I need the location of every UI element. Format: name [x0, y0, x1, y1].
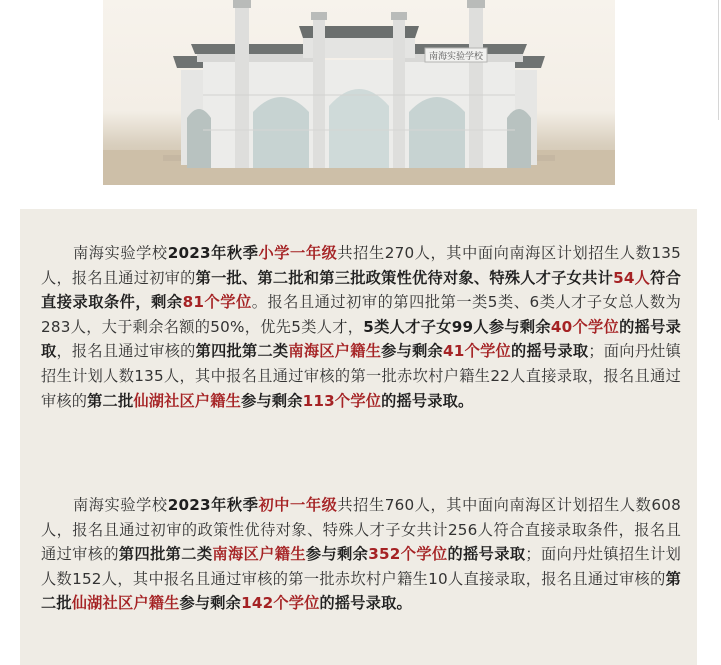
highlight-text: 小学一年级: [258, 244, 338, 262]
primary-school-paragraph: [41, 241, 681, 413]
gate-plaque-text: 南海实验学校: [428, 52, 484, 62]
body-text: ，报名且通过审核的: [56, 342, 196, 361]
highlight-text: 南海区户籍生: [212, 545, 306, 564]
highlight-text: 113个学位: [302, 391, 382, 410]
school-gate-photo: [103, 0, 615, 185]
highlight-text: 41个学位: [443, 342, 511, 361]
bold-text: 5类人才子女99人参与剩余: [363, 317, 551, 336]
bold-text: 第一批、第二批和第三批政策性优待对象、特殊人才子女共计: [195, 268, 614, 287]
bold-text: 参与剩余: [305, 545, 369, 564]
bold-text: 的摇号录取。: [381, 391, 474, 410]
highlight-text: 81个学位: [182, 293, 252, 312]
body-text: 南海实验学校: [73, 496, 168, 514]
bold-text: 2023年秋季: [167, 244, 259, 262]
page-edge-rule: [718, 0, 719, 120]
body-text: 共招生270人，其中面向南海区计划招生人数135人，报名且通过初审的: [41, 244, 682, 287]
highlight-text: 142个学位: [241, 594, 320, 613]
bold-text: 参与剩余: [241, 391, 303, 410]
bold-text: 符合直接录取条件，剩余: [41, 268, 681, 312]
school-gate-illustration: [103, 0, 615, 185]
bold-text: 参与剩余: [179, 594, 242, 613]
highlight-text: 仙湖社区户籍生: [71, 594, 180, 613]
highlight-text: 仙湖社区户籍生: [133, 391, 242, 410]
highlight-text: 352个学位: [368, 545, 448, 564]
bold-text: 第四批第二类: [195, 342, 289, 361]
bold-text: 的摇号录取。: [319, 594, 412, 613]
highlight-text: 南海区户籍生: [288, 342, 382, 361]
bold-text: 第二批: [41, 569, 681, 613]
highlight-text: 54人: [613, 268, 651, 287]
bold-text: 2023年秋季: [167, 496, 259, 514]
body-text: 共招生760人，其中面向南海区计划招生人数608人，报名且通过初审的政策性优待对象、特殊人才子女共计256人符合直接录取条件，报名且通过审核的: [41, 496, 682, 564]
middle-school-paragraph: [41, 493, 681, 616]
bold-text: 的摇号录取: [511, 342, 589, 361]
bold-text: 的摇号录取: [41, 317, 681, 361]
body-text: 南海实验学校: [73, 244, 168, 262]
admission-notice-panel: [20, 209, 697, 665]
highlight-text: 初中一年级: [258, 496, 338, 514]
body-text: 。报名且通过初审的第四批第一类5类、6类人才子女总人数为283人，大于剩余名额的50%，优先5类人才，: [41, 293, 681, 336]
bold-text: 参与剩余: [381, 342, 443, 361]
bold-text: 第四批第二类: [118, 545, 213, 564]
body-text: ；面向丹灶镇招生计划人数135人，其中报名且通过审核的第一批赤坎村户籍生22人直接录取，报名且通过审核的: [41, 342, 682, 410]
bold-text: 的摇号录取: [447, 545, 526, 564]
body-text: ；面向丹灶镇招生计划人数152人，其中报名且通过审核的第一批赤坎村户籍生10人直接录取，报名且通过审核的: [41, 545, 682, 588]
bold-text: 第二批: [87, 391, 134, 410]
highlight-text: 40个学位: [550, 317, 620, 336]
